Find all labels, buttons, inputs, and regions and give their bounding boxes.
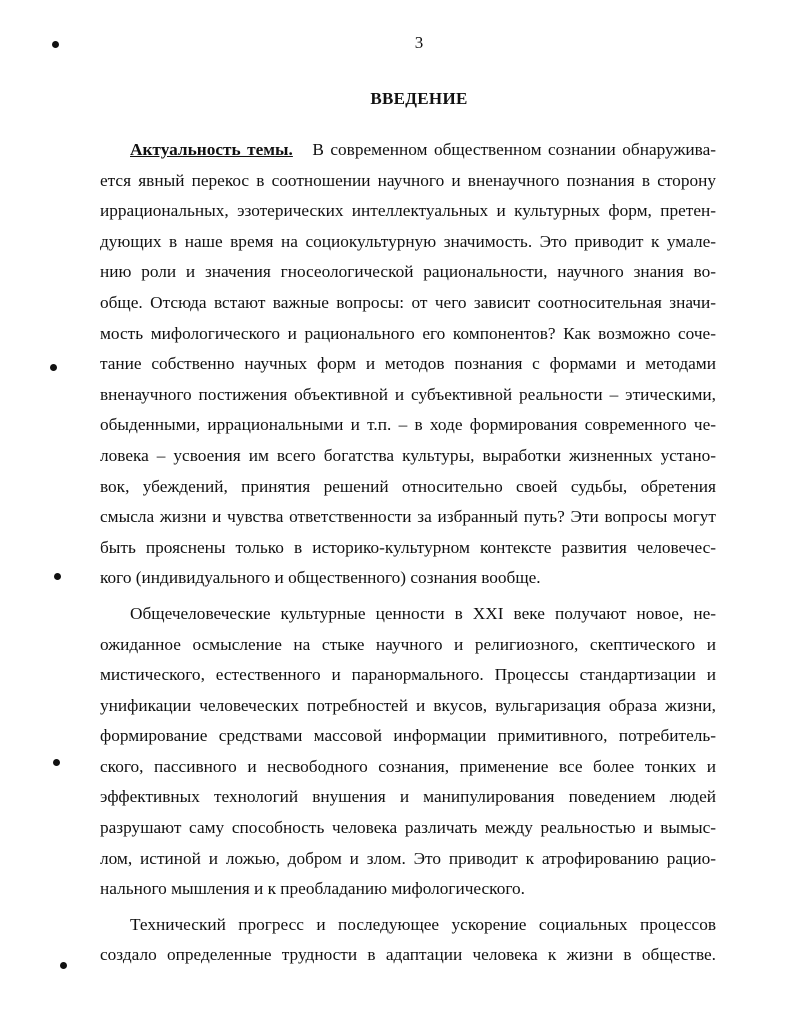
text-line: Технический прогресс и последующее ускорение социальных процессов — [130, 914, 716, 934]
text-line: Актуальность темы. В современном общественном сознании обнаружива- — [130, 140, 717, 159]
page-number: 3 — [414, 33, 424, 52]
text-line: ловека – усвоения им всего богатства культуры, выработки жизненных устано- — [100, 445, 716, 465]
text-line: смысла жизни и чувства ответственности за избранный путь? Эти вопросы могут — [100, 507, 716, 527]
text-line: формирование средствами массовой информации примитивного, потребитель- — [100, 726, 716, 746]
section-label: Актуальность темы. — [130, 140, 293, 159]
text-line: дующих в наше время на социокультурную значимость. Это приводит к умале- — [100, 231, 716, 251]
text-line: Общечеловеческие культурные ценности в XXI веке получают новое, не- — [130, 603, 716, 623]
hole-punch-mark — [53, 759, 60, 766]
text-line: эффективных технологий внушения и манипулирования поведением людей — [100, 787, 716, 807]
text-line: иррациональных, эзотерических интеллектуальных и культурных форм, претен- — [100, 201, 716, 221]
text-line: ожиданное осмысление на стыке научного и религиозного, скептического и — [100, 634, 716, 654]
text-line: унификации человеческих потребностей и вкусов, вульгаризация образа жизни, — [100, 695, 716, 715]
hole-punch-mark — [54, 573, 61, 580]
text-line: мость мифологического и рационального его компонентов? Как возможно соче- — [100, 323, 716, 343]
text-line: разрушают саму способность человека различать между реальностью и вымыс- — [100, 818, 716, 838]
text-line: тание собственно научных форм и методов познания с формами и методами — [100, 354, 716, 374]
text-line: мистического, естественного и паранормального. Процессы стандартизации и — [100, 665, 716, 685]
text-line: кого (индивидуального и общественного) сознания вообще. — [100, 568, 541, 588]
text-line: нального мышления и к преобладанию мифологического. — [100, 879, 525, 899]
text-line: вненаучного постижения объективной и субъективной реальности – этическими, — [100, 384, 716, 404]
text-line: обыденными, иррациональными и т.п. – в ходе формирования современного че- — [100, 415, 716, 435]
paragraph-relevance — [100, 135, 716, 594]
hole-punch-mark — [50, 364, 57, 371]
document-body — [100, 135, 716, 971]
text-line: нию роли и значения гносеологической рациональности, научного знания во- — [100, 262, 716, 282]
paragraph-progress — [100, 910, 716, 971]
text-line: создало определенные трудности в адаптации человека к жизни в обществе. — [100, 945, 716, 965]
hole-punch-mark — [60, 962, 67, 969]
text-line: быть прояснены только в историко-культурном контексте развития человечес- — [100, 537, 716, 557]
page-title: ВВЕДЕНИЕ — [370, 89, 468, 108]
paragraph-values — [100, 599, 716, 905]
text-line: ского, пассивного и несвободного сознания, применение все более тонких и — [100, 756, 716, 776]
text-line: ется явный перекос в соотношении научного и вненаучного познания в сторону — [100, 170, 716, 190]
text-line: лом, истиной и ложью, добром и злом. Это приводит к атрофированию рацио- — [100, 848, 716, 868]
text-line: вок, убеждений, принятия решений относительно своей судьбы, обретения — [100, 476, 716, 496]
text-line: обще. Отсюда встают важные вопросы: от чего зависит соотносительная значи- — [100, 292, 716, 312]
